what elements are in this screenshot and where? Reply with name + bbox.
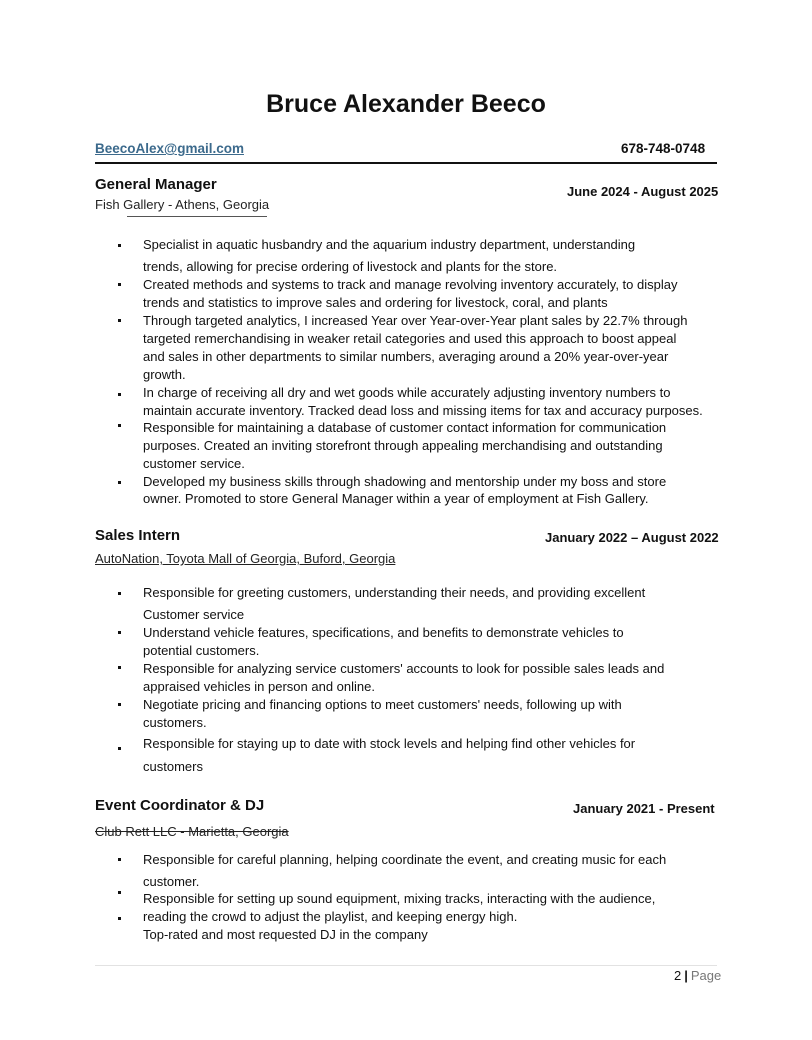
bullet-line: trends, allowing for precise ordering of livestock and plants for the store. [143, 259, 558, 274]
page-word: Page [690, 968, 722, 983]
page-number-footer [674, 968, 721, 983]
job-dates-general-manager: June 2024 - August 2025 [567, 184, 719, 199]
bullet-dot [118, 424, 121, 427]
job-title-event-coordinator: Event Coordinator & DJ [95, 797, 265, 814]
bullet-line: purposes. Created an inviting storefront through appealing merchandising and outstanding [143, 438, 663, 453]
employer-underline [127, 216, 267, 217]
bullet-line: and sales in other departments to similar numbers, averaging around a 20% year-over-year [143, 349, 669, 364]
bullet-line: customers [143, 759, 203, 774]
bullet-dot [118, 917, 121, 920]
bullet-line: trends and statistics to improve sales and ordering for livestock, coral, and plants [143, 295, 608, 310]
job-title-sales-intern: Sales Intern [95, 527, 181, 544]
bullet-dot [118, 592, 121, 595]
phone-number: 678-748-0748 [621, 141, 706, 156]
bullet-dot [118, 747, 121, 750]
page-separator: | [684, 968, 688, 983]
bullet-dot [118, 631, 121, 634]
bullet-dot [118, 244, 121, 247]
bullet-dot [118, 481, 121, 484]
bullet-line: maintain accurate inventory. Tracked dead loss and missing items for tax and accuracy purposes. [143, 403, 703, 418]
page-number: 2 [674, 968, 682, 983]
job-dates-event-coordinator: January 2021 - Present [573, 801, 715, 816]
bullet-line: Developed my business skills through shadowing and mentorship under my boss and store [143, 474, 667, 489]
bullet-line: Created methods and systems to track and manage revolving inventory accurately, to display [143, 277, 678, 292]
bullet-line: Responsible for greeting customers, understanding their needs, and providing excellent [143, 585, 646, 600]
bullet-line: Understand vehicle features, specifications, and benefits to demonstrate vehicles to [143, 625, 624, 640]
job-title-general-manager: General Manager [95, 176, 217, 193]
employer-autonation: AutoNation, Toyota Mall of Georgia, Buford, Georgia [95, 551, 396, 566]
bullet-line: potential customers. [143, 643, 260, 658]
job-dates-sales-intern: January 2022 – August 2022 [545, 530, 719, 545]
bullet-line: Responsible for careful planning, helping coordinate the event, and creating music for each [143, 852, 667, 867]
bullet-line: Responsible for setting up sound equipment, mixing tracks, interacting with the audience, [143, 891, 656, 906]
bullet-line: customer service. [143, 456, 245, 471]
bullet-dot [118, 283, 121, 286]
bullet-dot [118, 393, 121, 396]
bullet-line: Responsible for maintaining a database of customer contact information for communication [143, 420, 667, 435]
employer-fish-gallery: Fish Gallery - Athens, Georgia [95, 197, 270, 212]
bullet-dot [118, 319, 121, 322]
header-divider [95, 162, 717, 164]
bullet-line: Responsible for analyzing service customers' accounts to look for possible sales leads and [143, 661, 665, 676]
bullet-line: targeted remerchandising in weaker retail categories and used this approach to boost appeal [143, 331, 677, 346]
bullet-line: owner. Promoted to store General Manager within a year of employment at Fish Gallery. [143, 491, 649, 506]
bullet-line: Top-rated and most requested DJ in the company [143, 927, 428, 942]
email-link[interactable]: BeecoAlex@gmail.com [95, 141, 244, 156]
bullet-line: customers. [143, 715, 207, 730]
bullet-line: reading the crowd to adjust the playlist, and keeping energy high. [143, 909, 518, 924]
bullet-dot [118, 891, 121, 894]
footer-divider [95, 965, 717, 966]
bullet-line: Responsible for staying up to date with stock levels and helping find other vehicles for [143, 736, 636, 751]
bullet-dot [118, 666, 121, 669]
employer-club-rett: Club Rett LLC - Marietta, Georgia [95, 824, 289, 839]
bullet-dot [118, 703, 121, 706]
bullet-line: Through targeted analytics, I increased Year over Year-over-Year plant sales by 22.7% through [143, 313, 688, 328]
candidate-name: Bruce Alexander Beeco [266, 90, 546, 118]
bullet-line: In charge of receiving all dry and wet goods while accurately adjusting inventory numbers to [143, 385, 671, 400]
bullet-dot [118, 858, 121, 861]
bullet-line: Negotiate pricing and financing options to meet customers' needs, following up with [143, 697, 622, 712]
bullet-line: Specialist in aquatic husbandry and the aquarium industry department, understanding [143, 237, 636, 252]
bullet-line: customer. [143, 874, 200, 889]
bullet-line: growth. [143, 367, 186, 382]
bullet-line: Customer service [143, 607, 245, 622]
bullet-line: appraised vehicles in person and online. [143, 679, 375, 694]
